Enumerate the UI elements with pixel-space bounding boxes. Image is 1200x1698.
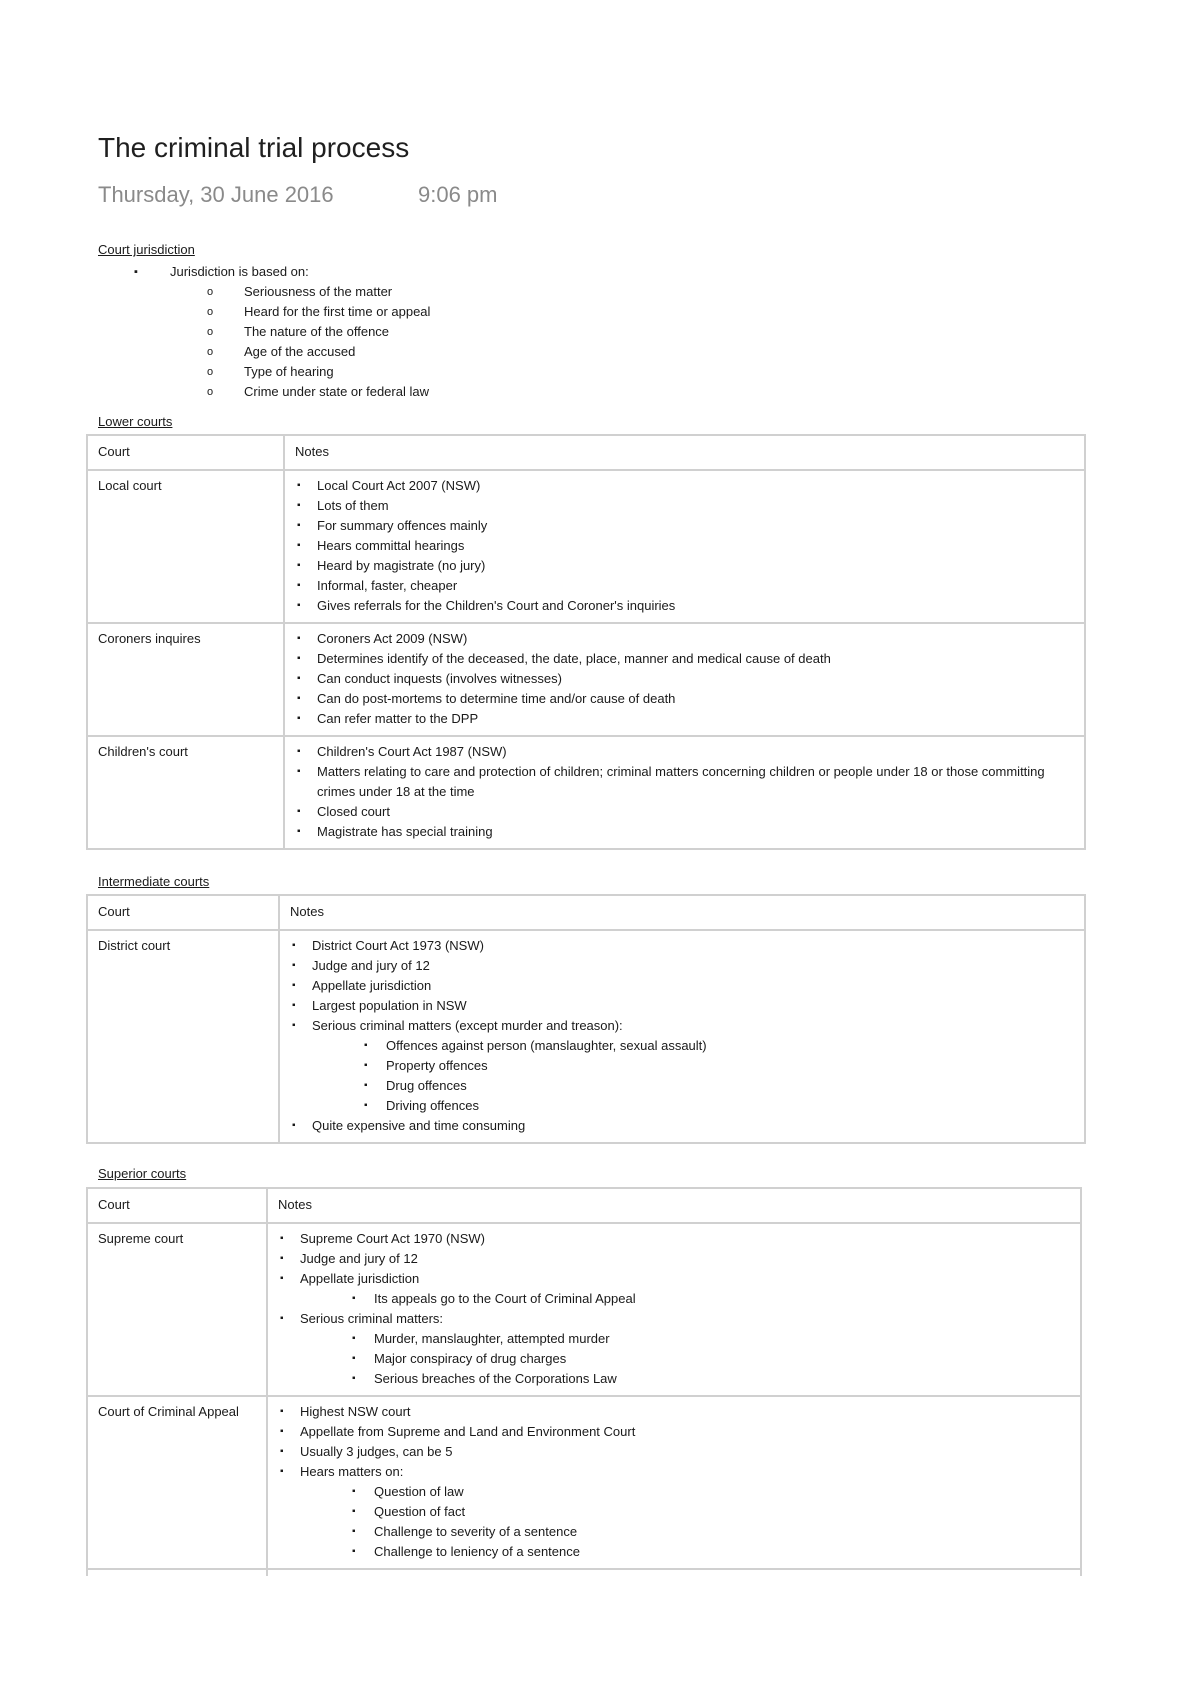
list-item: ▪ Drug offences [290,1076,1074,1096]
list-item: ▪ Its appeals go to the Court of Criminal Appeal [278,1289,1070,1309]
list-item: ▪ Appellate jurisdiction [290,976,1074,996]
list-item: ▪ Lots of them [295,496,1074,516]
list-item: o The nature of the offence [98,322,430,342]
list-item: o Type of hearing [98,362,430,382]
court-name: Supreme court [87,1223,267,1396]
list-item: o Heard for the first time or appeal [98,302,430,322]
court-notes [284,623,1085,736]
list-item: ▪ Hears committal hearings [295,536,1074,556]
table-row [87,470,1085,623]
list-item: ▪ Heard by magistrate (no jury) [295,556,1074,576]
court-notes [267,1396,1081,1569]
list-item: ▪ Gives referrals for the Children's Court and Coroner's inquiries [295,596,1074,616]
court-notes [267,1223,1081,1396]
list-item: ▪ Question of fact [278,1502,1070,1522]
list-item: ▪ Question of law [278,1482,1070,1502]
superior-courts-table [86,1187,1082,1603]
court-name: Coroners inquires [87,623,284,736]
list-item: ▪ Jurisdiction is based on: [98,262,430,282]
list-item: ▪ Serious criminal matters (except murder and treason): [290,1016,1074,1036]
intermediate-courts-table [86,894,1086,1144]
list-item: ▪ Can do post-mortems to determine time and/or cause of death [295,689,1074,709]
list-item: ▪ Driving offences [290,1096,1074,1116]
court-notes [284,736,1085,849]
table-row [87,623,1085,736]
table-header-row [87,895,1085,930]
list-item: ▪ Local Court Act 2007 (NSW) [295,476,1074,496]
list-item: ▪ Usually 3 judges, can be 5 [278,1442,1070,1462]
column-header-notes: Notes [267,1188,1081,1223]
column-header-court: Court [87,895,279,930]
list-item: ▪ Closed court [295,802,1074,822]
table-header-row [87,1188,1081,1223]
list-item: ▪ Hears matters on: [278,1462,1070,1482]
list-item: ▪ Serious criminal matters: [278,1309,1070,1329]
list-item: ▪ Determines identify of the deceased, the date, place, manner and medical cause of death [295,649,1074,669]
list-item: ▪ Challenge to severity of a sentence [278,1522,1070,1542]
table-row [87,1223,1081,1396]
list-item: ▪ Matters relating to care and protection of children; criminal matters concerning children or people under 18 or those committing crimes under 18 at the time [295,762,1074,802]
list-item: ▪ Informal, faster, cheaper [295,576,1074,596]
table-header-row [87,435,1085,470]
table-row [87,1396,1081,1569]
list-item: ▪ Appellate from Supreme and Land and Environment Court [278,1422,1070,1442]
list-item: ▪ Supreme Court Act 1970 (NSW) [278,1229,1070,1249]
list-item: ▪ Property offences [290,1056,1074,1076]
court-name: District court [87,930,279,1143]
list-item: ▪ Highest NSW court [278,1402,1070,1422]
list-item: o Crime under state or federal law [98,382,430,402]
court-notes [284,470,1085,623]
list-item: ▪ Offences against person (manslaughter, sexual assault) [290,1036,1074,1056]
list-item: ▪ For summary offences mainly [295,516,1074,536]
lower-courts-table [86,434,1086,850]
page-date: Thursday, 30 June 2016 [98,182,334,207]
list-item: ▪ Serious breaches of the Corporations Law [278,1369,1070,1389]
list-item: o Seriousness of the matter [98,282,430,302]
list-item: ▪ Judge and jury of 12 [278,1249,1070,1269]
list-item: ▪ Major conspiracy of drug charges [278,1349,1070,1369]
court-name: Local court [87,470,284,623]
list-item: ▪ Judge and jury of 12 [290,956,1074,976]
section-heading-superior: Superior courts [98,1166,187,1181]
list-item: ▪ District Court Act 1973 (NSW) [290,936,1074,956]
table-row [87,736,1085,849]
court-name: Children's court [87,736,284,849]
list-item: ▪ Coroners Act 2009 (NSW) [295,629,1074,649]
page-crop-mask [86,1576,1086,1698]
column-header-notes: Notes [279,895,1085,930]
court-name: Court of Criminal Appeal [87,1396,267,1569]
table-row [87,930,1085,1143]
list-item: ▪ Challenge to leniency of a sentence [278,1542,1070,1562]
list-item: o Age of the accused [98,342,430,362]
page-title: The criminal trial process [98,132,410,163]
column-header-court: Court [87,1188,267,1223]
page-time: 9:06 pm [418,182,498,207]
list-item: ▪ Children's Court Act 1987 (NSW) [295,742,1074,762]
list-item: ▪ Magistrate has special training [295,822,1074,842]
column-header-notes: Notes [284,435,1085,470]
column-header-court: Court [87,435,284,470]
list-item: ▪ Can refer matter to the DPP [295,709,1074,729]
court-notes [279,930,1085,1143]
list-item: ▪ Largest population in NSW [290,996,1074,1016]
list-item: ▪ Murder, manslaughter, attempted murder [278,1329,1070,1349]
jurisdiction-list [98,262,430,402]
section-heading-lower: Lower courts [98,414,173,429]
list-item: ▪ Can conduct inquests (involves witnesses) [295,669,1074,689]
list-item: ▪ Appellate jurisdiction [278,1269,1070,1289]
section-heading-jurisdiction: Court jurisdiction [98,242,195,257]
section-heading-intermediate: Intermediate courts [98,874,210,889]
list-item: ▪ Quite expensive and time consuming [290,1116,1074,1136]
